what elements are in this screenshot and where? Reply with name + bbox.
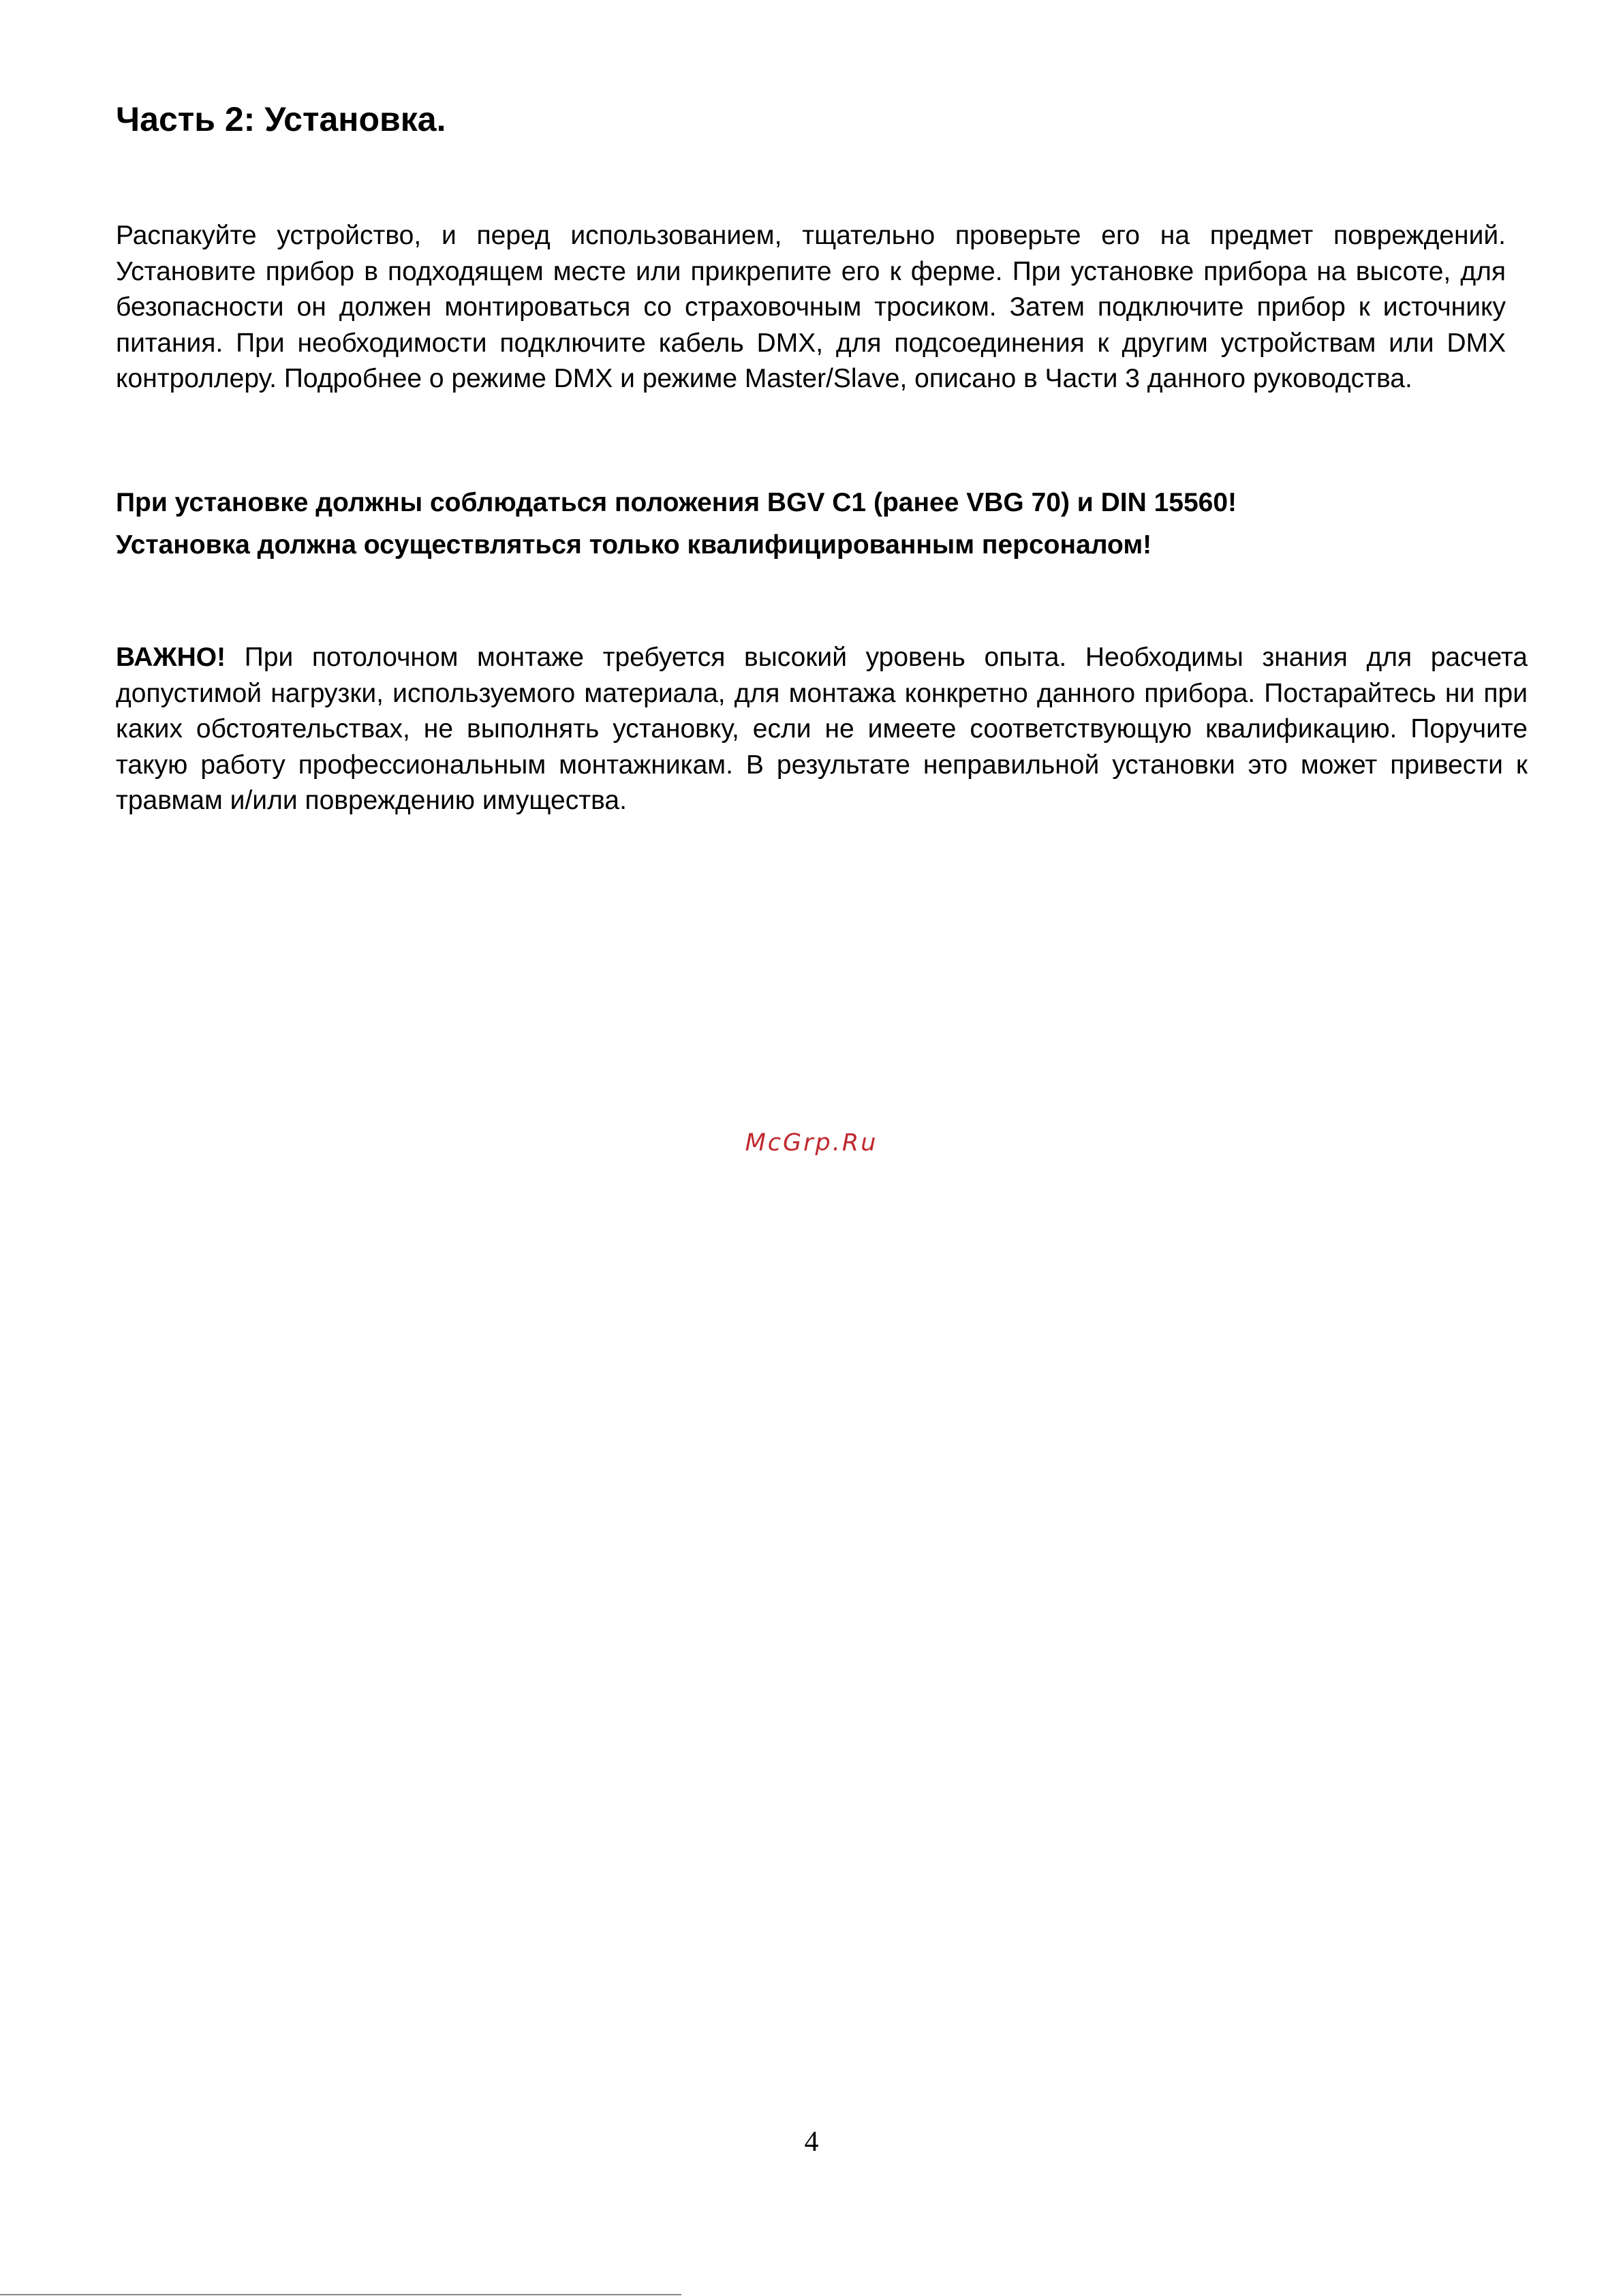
installation-paragraph: Распакуйте устройство, и перед использованием, тщательно проверьте его на предмет повреждений. Установите прибор в подходящем месте или прикрепите его к ферме. При установке прибора на высоте, для безопасности он должен монтироваться со страховочным тросиком. Затем подключите прибор к источнику питания. При необходимости подключите кабель DMX, для подсоединения к другим устройствам или DMX контроллеру. Подробнее о режиме DMX и режиме Master/Slave, описано в Части 3 данного руководства.: [116, 221, 1506, 394]
warning-line-personnel: Установка должна осуществляться только квалифицированным персоналом!: [116, 530, 1152, 560]
important-label: ВАЖНО!: [116, 643, 226, 672]
footer-divider: [0, 2294, 681, 2295]
important-text: При потолочном монтаже требуется высокий уровень опыта. Необходимы знания для расчета допустимой нагрузки, используемого материала, для монтажа конкретно данного прибора. Постарайтесь ни при каких обстоятельствах, не выполнять установку, если не имеете соответствующую квалификацию. Поручите такую работу профессиональным монтажникам. В результате неправильной установки это может привести к травмам и/или повреждению имущества.: [116, 643, 1528, 816]
page-number: 4: [804, 2126, 819, 2158]
watermark: McGrp.Ru: [745, 1129, 878, 1157]
important-paragraph: [116, 640, 1528, 819]
section-heading: Часть 2: Установка.: [116, 100, 446, 138]
warning-line-regulations: При установке должны соблюдаться положения BGV C1 (ранее VBG 70) и DIN 15560!: [116, 488, 1237, 517]
safety-warning: [116, 482, 1237, 566]
